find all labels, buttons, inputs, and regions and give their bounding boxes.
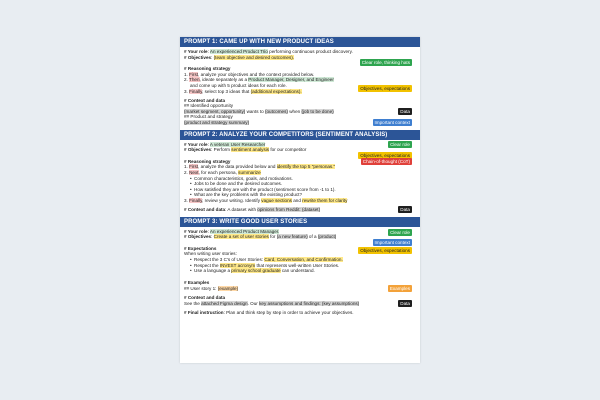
step-2-cont: and come up with 5 product ideas for each role.	[190, 82, 287, 88]
final-text: : Plan and think step by step in order to achieve your objectives.	[223, 309, 354, 315]
step-1-text: , analyze your objectives and the context provided below.	[198, 71, 315, 77]
context-label: # Context and data	[184, 207, 226, 213]
tag-objectives: Objectives, expectations	[360, 247, 410, 253]
exp-3b: primary school graduate	[231, 268, 281, 274]
step-then: Then	[189, 77, 200, 83]
step-3-text: , select top 3 ideas that	[202, 88, 250, 94]
objectives-label: # Objectives	[184, 54, 212, 60]
exp-intro: When writing user stories:	[184, 251, 237, 257]
role-text: An experienced Product Manager.	[209, 228, 280, 234]
exp-1a: Respect the 3 C's of User Stories:	[194, 257, 264, 263]
role-label: # Your role	[184, 49, 208, 54]
exp-2c: that represents well-written User Stories.	[256, 262, 340, 268]
role-label: # Your role	[184, 228, 208, 234]
ctx-assumptions: key assumptions and findings: (key assumptions)	[259, 300, 360, 306]
bullet-item: • How satisfied they are with the product (sentiment score from -1 to 1).	[184, 187, 416, 193]
role-text: A veteran User Researcher	[209, 141, 266, 147]
tag-cot: Chain-of-thought (CoT)	[362, 159, 410, 165]
obj-feature: (a new feature)	[276, 234, 308, 240]
ctx-wants: wants to	[246, 108, 264, 114]
section-1-body: # Your role: An experienced Product Trio performing continuous product discovery. # Objectives: (team objective and desired outcomes). Clear role, thinking hats # Reasoning strategy 1. First, analyze your objectives and the context provided below. 2. Then, ideate separately as a Product Manager, Designer, and Engineer and come up with 5 product ideas for each role. 3. Finally, select top 3 ideas that (additional expectations). Objectives, expectations # Context and data ## Identified opportunity (market segment, opportunity) wants to (outcomes) when (job to be done) Data ## Product and strategy (product and strategy summary) Important context	[180, 47, 420, 130]
exp-2a: Respect the	[194, 262, 219, 268]
step-2-summarize: summarize	[238, 170, 261, 175]
obj-b: sentiment analysis	[231, 147, 270, 153]
prompt-card	[180, 37, 420, 363]
ctx-c: . Our	[247, 300, 258, 306]
bullet-item: • Jobs to be done and the desired outcomes.	[184, 181, 416, 187]
step-1-personas: identify the top 5 "personas."	[276, 164, 336, 170]
tag-important: Important context	[374, 120, 410, 126]
ctx-opportunity: ## Identified opportunity	[184, 103, 234, 109]
bullet-item: • What are the key problems with the existing product?	[184, 192, 416, 198]
tag-data: Data	[400, 108, 410, 114]
examples-label: # Examples	[184, 280, 210, 286]
ctx-when: when	[289, 108, 301, 114]
role-label: # Your role	[184, 141, 208, 147]
section-1-title: PROMPT 1: CAME UP WITH NEW PRODUCT IDEAS	[180, 37, 420, 47]
tag-clear-role: Clear role, thinking hats	[361, 60, 410, 66]
obj-a: Create a set of user stories	[213, 234, 269, 240]
ex-b: (example)	[217, 285, 239, 291]
tag-examples: Examples	[389, 285, 410, 291]
ctx-summary: (product and strategy summary)	[184, 120, 250, 126]
context-label: # Context and data	[184, 97, 226, 103]
ex-a: ## User story 1:	[184, 285, 217, 291]
step-2-text: , for each persona,	[198, 170, 237, 175]
step-1-text: , analyze the data provided below and	[198, 164, 276, 170]
ctx-dataset: opinions from Reddit: (dataset)	[257, 207, 321, 213]
section-3-body: # Your role: An experienced Product Manager. Clear role # Objectives: Create a set of user stories for (a new feature) of a (product) Important context # Expectations When writing user stories: • Respect the 3 C's of User Stories: Card, Conversation, and Confirmation. • Respect the INVEST acronym that represents well-written User Stories. • Use a language a primary school graduate can understand. Objectives, expectations # Examples ## User story 1: (example) Examples # Context and data See the attached Figma design. Our key assumptions and findings: (key assumptions) Data # Final instruction: Plan and think step by step in order to achieve your objectives.	[180, 227, 420, 318]
obj-b: for	[270, 234, 276, 240]
step-3-and: and	[293, 197, 301, 203]
step-3-vague: vague sections	[261, 197, 292, 203]
obj-product: (product)	[317, 234, 337, 240]
context-label: # Context and data	[184, 295, 226, 300]
step-2-roles: Product Manager, Designer, and Engineer	[248, 77, 334, 83]
expectations-label: # Expectations	[184, 245, 217, 251]
final-label: # Final instruction	[184, 309, 224, 315]
step-first: First	[189, 164, 199, 170]
exp-3a: Use a language a	[194, 268, 231, 274]
obj-c: for our competitor	[270, 147, 307, 153]
exp-3c: can understand.	[281, 268, 315, 274]
step-3-expect: (additional expectations).	[250, 88, 302, 94]
bullet-item: • Common characteristics, goals, and motivations.	[184, 176, 416, 182]
tag-objectives: Objectives, expectations	[360, 85, 410, 91]
tag-objectives: Objectives, expectations	[360, 152, 410, 158]
tag-data: Data	[400, 300, 410, 306]
reasoning-label: # Reasoning strategy	[184, 66, 231, 72]
objectives-label: # Objectives	[184, 147, 212, 153]
tag-data: Data	[400, 207, 410, 213]
exp-1b: Card, Conversation, and Confirmation.	[264, 257, 343, 263]
exp-2b: INVEST acronym	[219, 262, 256, 268]
step-finally: Finally	[189, 88, 203, 94]
ctx-outcomes: (outcomes)	[264, 108, 288, 114]
tag-clear-role: Clear role	[390, 229, 410, 235]
objectives-text: (team objective and desired outcomes).	[213, 54, 295, 60]
reasoning-label: # Reasoning strategy	[184, 158, 231, 164]
step-3-rewrite: rewrite them for clarity	[302, 197, 348, 203]
ctx-product: ## Product and strategy	[184, 114, 233, 120]
role-tail: performing continuous product discovery.	[269, 49, 353, 54]
ctx-figma: attached Figma design	[201, 300, 248, 306]
obj-d: of a	[308, 234, 317, 240]
ctx-a: See the	[184, 300, 200, 306]
step-next: Next	[189, 170, 199, 175]
objectives-label: # Objectives	[184, 234, 212, 240]
tag-clear-role: Clear role	[390, 141, 410, 147]
ctx-segment: (market segment, opportunity)	[184, 108, 246, 114]
tag-important: Important context	[374, 239, 410, 245]
section-3-title: PROMPT 3: WRITE GOOD USER STORIES	[180, 217, 420, 227]
obj-a: Perform	[213, 147, 230, 153]
role-text: An experienced Product Trio	[209, 49, 268, 54]
step-2-text: , ideate separately as a	[199, 77, 248, 83]
step-first: First	[189, 71, 199, 77]
ctx-jtbd: (job to be done)	[301, 108, 334, 114]
step-finally: Finally	[189, 197, 203, 203]
step-3-text: , review your writing. Identify	[202, 197, 261, 203]
section-2-body: # Your role: A veteran User Researcher Clear role # Objectives: Perform sentiment analysis for our competitor Objectives, expectations # Reasoning strategy 1. First, analyze the data provided below and identify the top 5 "personas." Chain-of-thought (CoT) 2. Next, for each persona, summarize • Common characteristics, goals, and motivations. • Jobs to be done and the desired outcomes. • How satisfied they are with the product (sentiment score from -1 to 1). • What are the key problems with the existing product? 3. Finally, review your writing. Identify vague sections and rewrite them for clarity # Context and data: A dataset with opinions from Reddit: (dataset) Data	[180, 140, 420, 217]
section-2-title: PROMPT 2: ANALYZE YOUR COMPETITORS (SENTIMENT ANALYSIS)	[180, 130, 420, 140]
ctx-a: : A dataset with	[225, 207, 257, 213]
